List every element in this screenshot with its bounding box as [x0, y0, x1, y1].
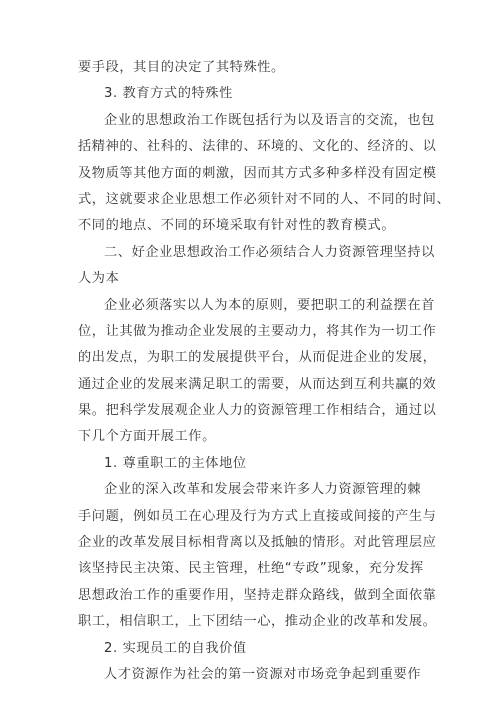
paragraph-line: 位，让其做为推动企业发展的主要动力，将其作为一切工作: [78, 323, 437, 339]
paragraph-line: 手问题，例如员工在心理及行为方式上直接或间接的产生与: [78, 508, 437, 524]
paragraph-line: 果。把科学发展观企业人力的资源管理工作相结合，通过以: [78, 403, 437, 419]
paragraph-line: 式，这就要求企业思想工作必须针对不同的人、不同的时间、: [78, 191, 451, 207]
paragraph-line: 及物质等其他方面的刺激，因而其方式多种多样没有固定模: [78, 165, 437, 181]
section-heading-line: 人为本: [78, 271, 120, 287]
paragraph-line: 企业必须落实以人为本的原则，要把职工的利益摆在首: [104, 297, 435, 313]
paragraph-line: 通过企业的发展来满足职工的需要，从而达到互利共赢的效: [78, 376, 437, 392]
section-heading-line: 2. 实现员工的自我价值: [104, 640, 247, 656]
section-heading-line: 3. 教育方式的特殊性: [104, 86, 233, 102]
paragraph-line: 要手段，其目的决定了其特殊性。: [78, 60, 285, 75]
paragraph-line: 不同的地点、不同的环境采取有针对性的教育模式。: [78, 218, 396, 234]
document-page: [78, 55, 451, 688]
paragraph-line: 的出发点，为职工的发展提供平台，从而促进企业的发展，: [78, 350, 437, 366]
paragraph-line: 思想政治工作的重要作用，坚持走群众路线，做到全面依靠: [78, 587, 437, 603]
section-heading-line: 1. 尊重职工的主体地位: [104, 455, 247, 471]
paragraph-line: 下几个方面开展工作。: [78, 429, 216, 445]
paragraph-line: 括精神的、社科的、法律的、环境的、文化的、经济的、以: [78, 139, 437, 155]
paragraph-line: 职工，相信职工，上下团结一心，推动企业的改革和发展。: [78, 614, 437, 630]
paragraph-line: 该坚持民主决策、民主管理，杜绝“专政”现象，充分发挥: [78, 561, 424, 577]
paragraph-line: 企业的深入改革和发展会带来许多人力资源管理的棘: [104, 482, 422, 498]
paragraph-line: 人才资源作为社会的第一资源对市场竞争起到重要作: [104, 666, 422, 682]
paragraph-line: 企业的改革发展目标相背离以及抵触的情形。对此管理层应: [78, 535, 437, 551]
section-heading-line: 二、好企业思想政治工作必须结合人力资源管理坚持以: [104, 244, 435, 260]
paragraph-line: 企业的思想政治工作既包括行为以及语言的交流，也包: [104, 112, 435, 128]
